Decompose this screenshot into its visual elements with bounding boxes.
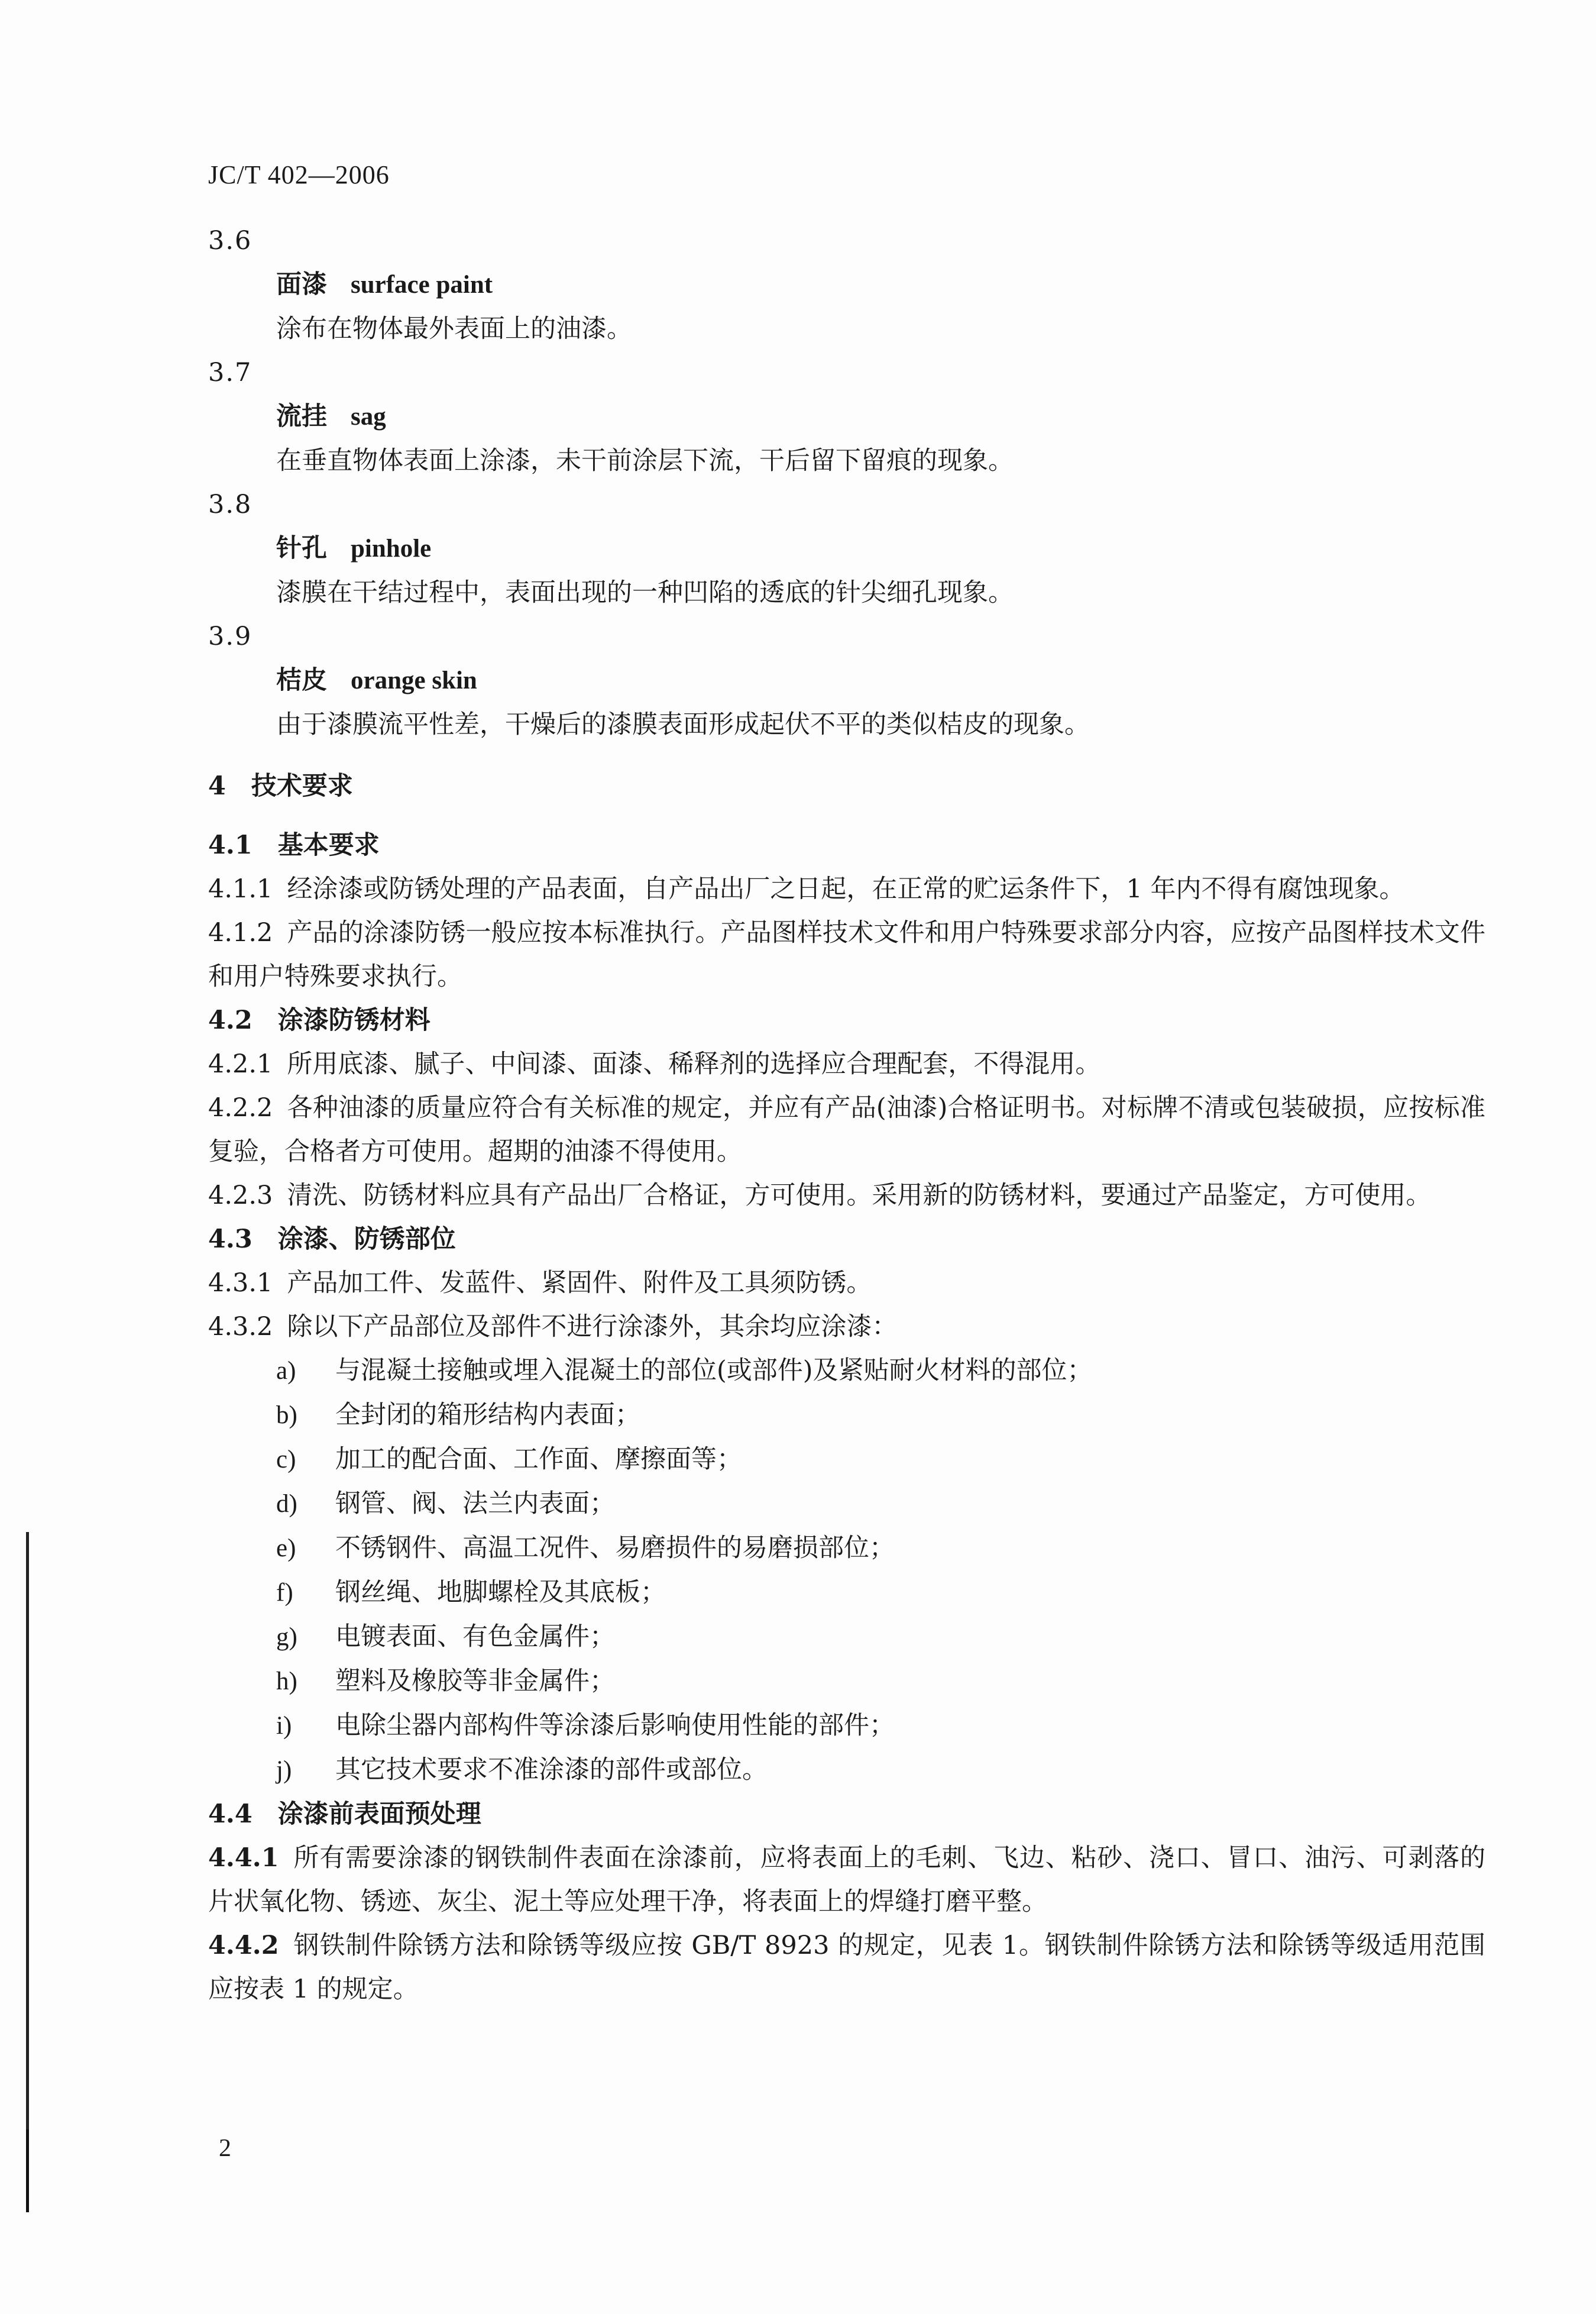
page-content bbox=[208, 219, 1485, 2011]
section-4-2-heading: 4.2 涂漆防锈材料 bbox=[208, 1006, 430, 1035]
list-item bbox=[208, 1704, 1485, 1748]
term-title bbox=[208, 658, 1485, 703]
clause-number: 4.3.2 bbox=[208, 1312, 273, 1342]
section-4-heading: 4 技术要求 bbox=[208, 771, 353, 801]
term-en: surface paint bbox=[351, 271, 493, 299]
list-text: 钢丝绳、地脚螺栓及其底板； bbox=[335, 1578, 666, 1607]
list-label: j) bbox=[276, 1756, 292, 1784]
term-en: pinhole bbox=[351, 535, 432, 563]
list-label: d) bbox=[276, 1490, 297, 1518]
clause-4-4-2 bbox=[208, 1924, 1485, 2011]
clause-text: 除以下产品部位及部件不进行涂漆外，其余均应涂漆： bbox=[287, 1312, 898, 1342]
term-definition: 由于漆膜流平性差，干燥后的漆膜表面形成起伏不平的类似桔皮的现象。 bbox=[276, 710, 1090, 739]
clause-4-1-1 bbox=[208, 867, 1485, 911]
clause-text: 所用底漆、腻子、中间漆、面漆、稀释剂的选择应合理配套，不得混用。 bbox=[287, 1049, 1101, 1079]
term-definition: 漆膜在干结过程中，表面出现的一种凹陷的透底的针尖细孔现象。 bbox=[276, 578, 1014, 607]
clause-number: 4.4.2 bbox=[208, 1931, 279, 1960]
list-item bbox=[208, 1570, 1485, 1615]
term-zh: 针孔 bbox=[276, 534, 327, 563]
term-en: orange skin bbox=[351, 667, 477, 694]
clause-text: 各种油漆的质量应符合有关标准的规定，并应有产品(油漆)合格证明书。对标牌不清或包装破损，应按标准复验，合格者方可使用。超期的油漆不得使用。 bbox=[208, 1093, 1485, 1166]
clause-4-2-2 bbox=[208, 1086, 1485, 1174]
clause-text: 所有需要涂漆的钢铁制件表面在涂漆前，应将表面上的毛刺、飞边、粘砂、浇口、冒口、油污、可剥落的片状氧化物、锈迹、灰尘、泥土等应处理干净，将表面上的焊缝打磨平整。 bbox=[208, 1843, 1485, 1917]
list-text: 与混凝土接触或埋入混凝土的部位(或部件)及紧贴耐火材料的部位； bbox=[335, 1356, 1093, 1385]
list-label: e) bbox=[276, 1534, 296, 1562]
list-text: 电除尘器内部构件等涂漆后影响使用性能的部件； bbox=[335, 1711, 895, 1740]
term-definition: 在垂直物体表面上涂漆，未干前涂层下流，干后留下留痕的现象。 bbox=[276, 446, 1014, 476]
term-number: 3.9 bbox=[208, 622, 252, 651]
clause-number: 4.4.1 bbox=[208, 1843, 279, 1873]
term-definition: 涂布在物体最外表面上的油漆。 bbox=[276, 314, 632, 344]
term-number: 3.8 bbox=[208, 490, 252, 519]
clause-number: 4.2.2 bbox=[208, 1093, 273, 1123]
list-text: 加工的配合面、工作面、摩擦面等； bbox=[335, 1444, 742, 1474]
clause-number: 4.2.3 bbox=[208, 1181, 273, 1210]
list-item bbox=[208, 1393, 1485, 1437]
term-title bbox=[208, 395, 1485, 439]
clause-4-3-1 bbox=[208, 1261, 1485, 1305]
list-text: 全封闭的箱形结构内表面； bbox=[335, 1400, 640, 1430]
list-label: f) bbox=[276, 1579, 293, 1607]
clause-4-4-1 bbox=[208, 1836, 1485, 1924]
section-4-1-heading: 4.1 基本要求 bbox=[208, 830, 380, 860]
list-item bbox=[208, 1526, 1485, 1570]
list-label: c) bbox=[276, 1446, 296, 1473]
exclusion-list bbox=[208, 1349, 1485, 1792]
section-4-3-heading: 4.3 涂漆、防锈部位 bbox=[208, 1224, 456, 1254]
list-label: g) bbox=[276, 1623, 297, 1651]
term-block bbox=[208, 483, 1485, 615]
list-item bbox=[208, 1482, 1485, 1526]
list-item bbox=[208, 1615, 1485, 1659]
clause-4-2-3 bbox=[208, 1174, 1485, 1217]
list-item bbox=[208, 1659, 1485, 1704]
clause-text: 经涂漆或防锈处理的产品表面，自产品出厂之日起，在正常的贮运条件下，1 年内不得有腐蚀现象。 bbox=[287, 874, 1405, 904]
list-label: a) bbox=[276, 1357, 296, 1385]
term-number: 3.7 bbox=[208, 358, 252, 387]
term-zh: 桔皮 bbox=[276, 665, 327, 695]
clause-4-2-1 bbox=[208, 1042, 1485, 1086]
list-text: 电镀表面、有色金属件； bbox=[335, 1622, 615, 1652]
list-text: 钢管、阀、法兰内表面； bbox=[335, 1489, 615, 1518]
clause-number: 4.1.1 bbox=[208, 874, 273, 904]
list-item bbox=[208, 1437, 1485, 1482]
clause-text: 产品的涂漆防锈一般应按本标准执行。产品图样技术文件和用户特殊要求部分内容，应按产品图样技术文件和用户特殊要求执行。 bbox=[208, 918, 1485, 991]
scan-edge-mark bbox=[26, 1532, 29, 2212]
term-number: 3.6 bbox=[208, 226, 252, 256]
clause-text: 清洗、防锈材料应具有产品出厂合格证，方可使用。采用新的防锈材料，要通过产品鉴定，方可使用。 bbox=[287, 1181, 1432, 1210]
list-item bbox=[208, 1748, 1485, 1792]
section-4-4-heading: 4.4 涂漆前表面预处理 bbox=[208, 1799, 481, 1829]
term-block bbox=[208, 615, 1485, 746]
clause-number: 4.2.1 bbox=[208, 1049, 273, 1079]
list-text: 不锈钢件、高温工况件、易磨损件的易磨损部位； bbox=[335, 1533, 895, 1563]
clause-text: 钢铁制件除锈方法和除锈等级应按 GB/T 8923 的规定，见表 1。钢铁制件除锈方法和除锈等级适用范围应按表 1 的规定。 bbox=[208, 1931, 1485, 2004]
list-text: 塑料及橡胶等非金属件； bbox=[335, 1666, 615, 1696]
clause-4-3-2 bbox=[208, 1305, 1485, 1349]
list-label: h) bbox=[276, 1667, 297, 1695]
clause-4-1-2 bbox=[208, 911, 1485, 998]
standard-code-header: JC/T 402—2006 bbox=[208, 160, 390, 189]
term-zh: 面漆 bbox=[276, 270, 327, 299]
term-en: sag bbox=[351, 403, 386, 431]
list-label: b) bbox=[276, 1401, 297, 1429]
list-label: i) bbox=[276, 1712, 292, 1740]
list-item bbox=[208, 1349, 1485, 1393]
term-zh: 流挂 bbox=[276, 402, 327, 431]
term-block bbox=[208, 351, 1485, 483]
term-title bbox=[208, 526, 1485, 571]
clause-number: 4.3.1 bbox=[208, 1268, 273, 1298]
list-text: 其它技术要求不准涂漆的部件或部位。 bbox=[335, 1755, 768, 1785]
term-block bbox=[208, 219, 1485, 351]
page-number: 2 bbox=[219, 2135, 231, 2162]
clause-number: 4.1.2 bbox=[208, 918, 273, 948]
clause-text: 产品加工件、发蓝件、紧固件、附件及工具须防锈。 bbox=[287, 1268, 872, 1298]
scan-edge-mark bbox=[26, 2129, 29, 2212]
term-title bbox=[208, 263, 1485, 307]
